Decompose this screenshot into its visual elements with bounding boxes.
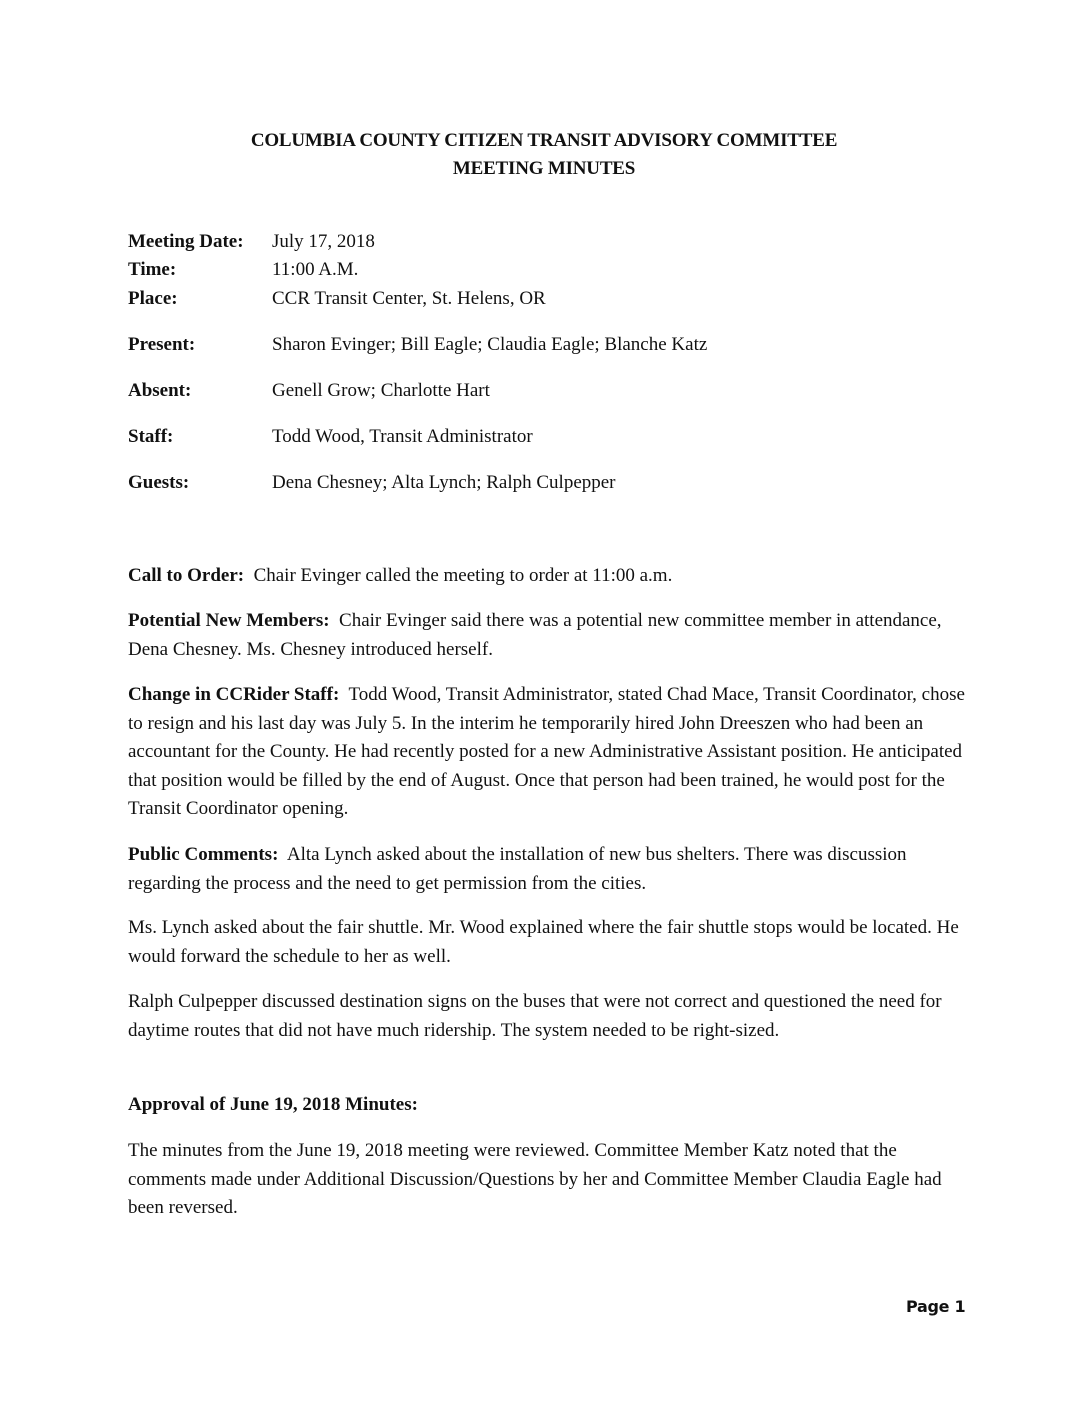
meta-label: Meeting Date: — [128, 231, 244, 252]
section-heading: Potential New Members: — [128, 610, 330, 631]
meta-value: 11:00 A.M. — [272, 259, 359, 280]
meta-value: Sharon Evinger; Bill Eagle; Claudia Eagle; Blanche Katz — [272, 334, 708, 355]
section-culpepper — [128, 988, 968, 1045]
section-heading: Change in CCRider Staff: — [128, 684, 340, 705]
section-call-to-order — [128, 562, 968, 591]
section-heading: Public Comments: — [128, 844, 279, 865]
section-public-comments — [128, 841, 968, 898]
section-text: Ralph Culpepper discussed destination signs on the buses that were not correct and questioned the need for daytime routes that did not have much ridership. The system needed to be right-sized. — [128, 991, 942, 1041]
meta-value: Genell Grow; Charlotte Hart — [272, 380, 490, 401]
document-subtitle: MEETING MINUTES — [452, 158, 636, 179]
meta-value: CCR Transit Center, St. Helens, OR — [272, 288, 546, 309]
meta-label: Present: — [128, 334, 196, 355]
meta-value: Todd Wood, Transit Administrator — [272, 426, 533, 447]
section-shuttle — [128, 914, 968, 971]
document-title: COLUMBIA COUNTY CITIZEN TRANSIT ADVISORY COMMITTEE — [250, 130, 838, 151]
meta-value: July 17, 2018 — [272, 231, 375, 252]
section-heading: Call to Order: — [128, 565, 245, 586]
meta-value: Dena Chesney; Alta Lynch; Ralph Culpepper — [272, 472, 616, 493]
meta-label: Staff: — [128, 426, 174, 447]
section-text: Todd Wood, Transit Administrator, stated Chad Mace, Transit Coordinator, chose to resign and his last day was July 5. In the interim he temporarily hired John Dreeszen who had been an accountant for the County. He had recently posted for a new Administrative Assistant position. He anticipated that position would be filled by the end of August. Once that person had been trained, he would post for the Transit Coordinator opening. — [128, 684, 965, 819]
section-text: Chair Evinger said there was a potential new committee member in attendance, Dena Chesney. Ms. Chesney introduced herself. — [128, 610, 942, 660]
section-staff-change — [128, 681, 968, 824]
section-text: Ms. Lynch asked about the fair shuttle. Mr. Wood explained where the fair shuttle stops would be located. He would forward the schedule to her as well. — [128, 917, 959, 967]
section-new-members — [128, 607, 968, 664]
meta-label: Absent: — [128, 380, 192, 401]
meta-label: Place: — [128, 288, 178, 309]
section-approval-heading — [128, 1091, 968, 1120]
section-text: The minutes from the June 19, 2018 meeting were reviewed. Committee Member Katz noted that the comments made under Additional Discussion/Questions by her and Committee Member Claudia Eagle had been reversed. — [128, 1140, 942, 1218]
meta-label: Time: — [128, 259, 177, 280]
section-text: Chair Evinger called the meeting to order at 11:00 a.m. — [253, 565, 673, 586]
section-heading: Approval of June 19, 2018 Minutes: — [128, 1094, 418, 1115]
page-number: Page 1 — [906, 1297, 966, 1316]
meta-label: Guests: — [128, 472, 190, 493]
section-approval — [128, 1137, 968, 1223]
section-text: Alta Lynch asked about the installation of new bus shelters. There was discussion regarding the process and the need to get permission from the cities. — [128, 844, 907, 894]
